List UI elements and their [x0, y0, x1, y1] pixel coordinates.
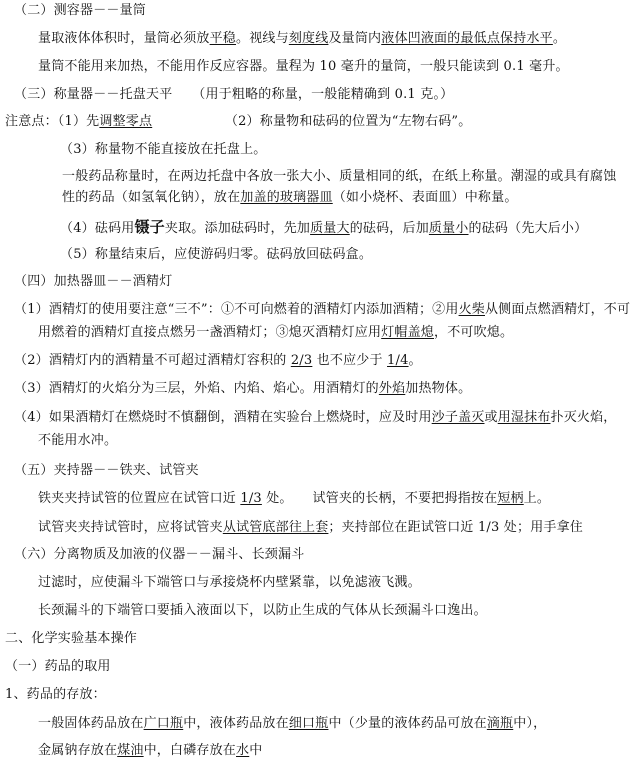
underlined-keyword: 广口瓶: [143, 716, 184, 731]
underlined-keyword: 火柴: [458, 302, 485, 317]
text-segment: 1、药品的存放：: [5, 687, 106, 702]
text-segment: （三）称量器－－托盘天平 （用于粗略的称量，一般能精确到 0.1 克。）: [14, 87, 454, 102]
text-segment: 中: [249, 743, 263, 758]
underlined-keyword: 滴瓶: [486, 716, 514, 731]
underlined-keyword: 质量大: [310, 221, 350, 236]
underlined-keyword: 1/4: [387, 353, 409, 368]
text-segment: （1）酒精灯的使用要注意“三不”：①不可向燃着的酒精灯内添加酒精；②用: [14, 302, 459, 317]
heading-clamps: [14, 462, 199, 480]
underlined-keyword: 调整零点: [99, 114, 153, 129]
paragraph-line: [62, 168, 616, 186]
underlined-keyword: 加盖的玻璃器皿: [240, 190, 333, 205]
paragraph-line: [38, 519, 583, 537]
underlined-keyword: 1/3: [240, 491, 262, 506]
paragraph-line: [60, 218, 587, 238]
underlined-keyword: 细口瓶: [288, 716, 329, 731]
heading-basic-operations: [5, 630, 137, 648]
paragraph-line: [38, 574, 421, 592]
paragraph-line: [14, 380, 471, 398]
heading-measuring-cylinder: [14, 2, 146, 20]
text-segment: （3）酒精灯的火焰分为三层，外焰、内焰、焰心。用酒精灯的: [14, 381, 379, 396]
underlined-keyword: 平稳: [209, 31, 237, 46]
underlined-keyword: 外焰: [378, 381, 406, 396]
underlined-keyword: 2/3: [290, 353, 313, 368]
paragraph-line: [38, 324, 513, 342]
underlined-keyword: 用湿抹布: [497, 410, 551, 425]
text-segment: 中（少量的液体药品可放在: [328, 716, 487, 731]
underlined-keyword: 液体凹液面的最低点保持水平: [381, 31, 553, 46]
text-segment: （五）夹持器－－铁夹、试管夹: [14, 463, 199, 478]
text-segment: （如小烧杯、表面皿）中称量。: [332, 190, 518, 205]
text-segment: 一般药品称量时，在两边托盘中各放一张大小、质量相同的纸，在纸上称量。潮湿的或具有腐蚀: [62, 169, 617, 184]
text-segment: 中，液体药品放在: [183, 716, 289, 731]
text-segment: 长颈漏斗的下端管口要插入液面以下，以防止生成的气体从长颈漏斗口逸出。: [38, 603, 487, 618]
paragraph-line: [38, 58, 569, 76]
heading-alcohol-lamp: [14, 273, 172, 291]
text-segment: 的砝码（先大后小）: [468, 221, 588, 236]
text-segment: 扑灭火焰，: [550, 410, 617, 425]
text-segment: 加热物体。: [405, 381, 472, 396]
underlined-keyword: 质量小: [428, 221, 469, 236]
text-segment: （2）称量物和砝码的位置为“左物右码”。: [152, 114, 472, 129]
text-segment: （4）如果酒精灯在燃烧时不慎翻倒，酒精在实验台上燃烧时，应及时用: [14, 410, 432, 425]
text-segment: （一）药品的取用: [5, 659, 111, 674]
text-segment: 过滤时，应使漏斗下端管口与承接烧杯内壁紧靠，以免滤液飞溅。: [38, 575, 421, 590]
paragraph-line: [14, 301, 630, 319]
paragraph-line: [14, 352, 422, 370]
text-segment: 。: [552, 31, 567, 46]
paragraph-line: [38, 715, 546, 733]
heading-storage: [5, 686, 106, 704]
text-segment: 或: [484, 410, 498, 425]
underlined-keyword: 短柄: [497, 491, 524, 506]
text-segment: 注意点：（1）先: [5, 114, 100, 129]
underlined-keyword: 水: [236, 743, 250, 758]
text-segment: 量取液体体积时，量筒必须放: [38, 31, 210, 46]
paragraph-line: [38, 602, 487, 620]
text-segment: （5）称量结束后，应使游码归零。砝码放回砝码盒。: [60, 247, 373, 262]
text-segment: 试管夹夹持试管时，应将试管夹: [38, 520, 223, 535]
text-segment: 。: [408, 353, 422, 368]
underlined-keyword: 刻度线: [288, 31, 329, 46]
text-segment: （四）加热器皿－－酒精灯: [14, 274, 173, 289]
text-segment: 用燃着的酒精灯直接点燃另一盏酒精灯；③熄灭酒精灯应用: [38, 325, 382, 340]
paragraph-line: [60, 246, 372, 264]
paragraph-line: [5, 113, 471, 131]
underlined-keyword: 灯帽盖熄: [381, 325, 435, 340]
text-segment: 上。: [523, 491, 551, 506]
text-segment: 中），: [513, 716, 547, 731]
text-segment: （4）砝码用: [60, 221, 135, 236]
bold-keyword: 镊子: [134, 218, 165, 236]
text-segment: （2）酒精灯内的酒精量不可超过酒精灯容积的: [14, 353, 291, 368]
text-segment: 也不应少于: [312, 353, 388, 368]
heading-taking-reagents: [5, 658, 111, 676]
text-segment: 金属钠存放在: [38, 743, 118, 758]
heading-funnels: [14, 546, 304, 564]
paragraph-line: [38, 490, 550, 508]
text-segment: 中，白磷存放在: [143, 743, 237, 758]
paragraph-line: [38, 432, 117, 450]
text-segment: 铁夹夹持试管的位置应在试管口近: [38, 491, 241, 506]
paragraph-line: [38, 742, 262, 760]
text-segment: （二）测容器－－量筒: [14, 3, 147, 18]
text-segment: ，不可吹熄。: [434, 325, 514, 340]
underlined-keyword: 煤油: [117, 743, 144, 758]
text-segment: 的砝码，后加: [349, 221, 429, 236]
underlined-keyword: 从试管底部往上套: [222, 520, 329, 535]
text-segment: 量筒不能用来加热，不能用作反应容器。量程为 10 毫升的量筒，一般只能读到 0.1 毫升。: [38, 59, 569, 74]
underlined-keyword: 沙子盖灭: [431, 410, 485, 425]
paragraph-line: [62, 189, 518, 207]
text-segment: ；夹持部位在距试管口近 1/3 处；用手拿住: [328, 520, 584, 535]
text-segment: 一般固体药品放在: [38, 716, 144, 731]
text-segment: 。视线与: [236, 31, 289, 46]
text-segment: 夹取。添加砝码时，先加: [164, 221, 311, 236]
text-segment: 不能用水冲。: [38, 433, 118, 448]
text-segment: 处。 试管夹的长柄，不要把拇指按在: [261, 491, 498, 506]
text-segment: 性的药品（如氢氧化钠），放在: [62, 190, 241, 205]
paragraph-line: [14, 409, 617, 427]
paragraph-line: [38, 30, 566, 48]
heading-balance: [14, 86, 453, 104]
text-segment: 从侧面点燃酒精灯，不可: [484, 302, 631, 317]
text-segment: （六）分离物质及加液的仪器－－漏斗、长颈漏斗: [14, 547, 305, 562]
paragraph-line: [60, 141, 266, 159]
text-segment: 二、化学实验基本操作: [5, 631, 138, 646]
text-segment: （3）称量物不能直接放在托盘上。: [60, 142, 267, 157]
text-segment: 及量筒内: [328, 31, 382, 46]
